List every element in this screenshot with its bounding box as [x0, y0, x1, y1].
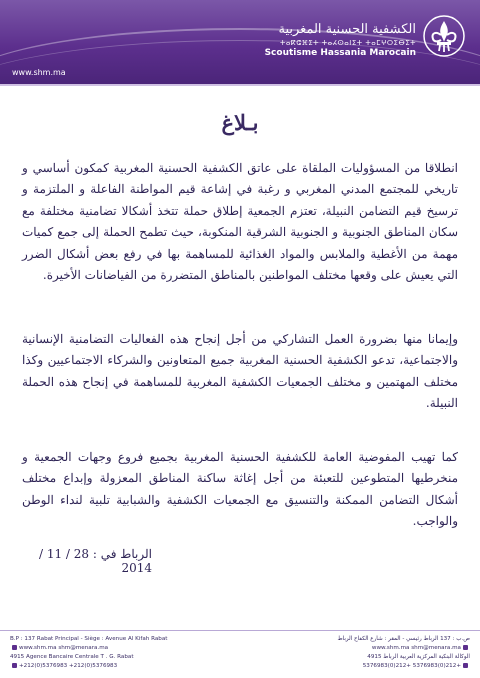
organization-name-french: Scoutisme Hassania Marocain	[264, 48, 416, 58]
notice-title: بـلاغ	[221, 110, 259, 135]
letterhead-header	[0, 0, 480, 86]
globe-icon	[463, 645, 468, 650]
footer-address: ص.ب : 137 الرباط رئيسي - المقر : شارع الكفاح الرباط	[337, 636, 470, 642]
footer-contact-french	[10, 635, 225, 671]
notice-paragraph-1: انطلاقا من المسؤوليات الملقاة على عاتق الكشفية الحسنية المغربية كمكون أساسي و تاريخي للمجتمع المدني المغربي و رغبة في إشاعة قيم المواطنة الفاعلة و الملتزمة و ترسيخ قيم التضامن النبيلة، تعتزم الجمعية إطلاق حملة تتخذ أشكالا تضامنية مختلفة مع سكان المناطق الجنوبية و الجنوبية الشرقية المنكوبة، حيث تطمح الحملة إلى جمع كميات مهمة من الأغطية والملابس والمواد الغذائية للمساهمة بها في رفع بعض أشكال الضرر التي يعيش على وقعها مختلف المواطنين بالمناطق المتضررة من الفياضانات الأخيرة.	[22, 161, 458, 283]
organization-name-arabic: الكشفية الحسنية المغربية	[278, 22, 416, 37]
notice-date: الرباط في : 28 / 11 / 2014	[38, 547, 152, 575]
footer-web-email[interactable]: www.shm.ma shm@menara.ma	[10, 644, 225, 653]
footer-bank: 4915 Agence Bancaire Centrale T . G. Rabat	[10, 654, 134, 660]
footer-address: B.P : 137 Rabat Principal - Siège : Avenue Al Kifah Rabat	[10, 636, 168, 642]
footer-contact-arabic	[255, 635, 470, 671]
letterhead-footer	[0, 627, 480, 678]
organization-brand	[246, 22, 416, 59]
notice-paragraph-2: وإيمانا منها بضرورة العمل التشاركي من أجل إنجاح هذه الفعاليات التضامنية الإنسانية والاجتماعية، تدعو الكشفية الحسنية المغربية جميع المتعاونين والشركاء الاجتماعيين وكذا مختلف المهتمين و مختلف الجمعيات الكشفية المغربية للمساهمة في إنجاح هذه الحملة النبيلة.	[22, 332, 458, 411]
phone-icon	[12, 663, 17, 668]
header-bottom-rule	[0, 84, 480, 86]
footer-rule	[0, 630, 480, 631]
website-url[interactable]: www.shm.ma	[12, 68, 66, 77]
footer-web-email[interactable]: www.shm.ma shm@menara.ma	[255, 644, 470, 653]
footer-bank: الوكالة البنكية المركزية العربية الرباط 4915	[367, 654, 470, 660]
phone-icon	[463, 663, 468, 668]
notice-paragraph-3: كما تهيب المفوضية العامة للكشفية الحسنية المغربية بجميع فروع وجهات الجمعية و منخرطيها المتطوعين للتعبئة من أجل إغاثة ساكنة المناطق المعزولة وإبداع مختلف أشكال التضامن الممكنة والتنسيق مع الجمعيات الكشفية والشبابية تلبية لنداء الوطن والواجب.	[22, 450, 458, 529]
globe-icon	[12, 645, 17, 650]
footer-phones: +212(0)5376983 +212(0)5376983	[10, 662, 225, 671]
footer-phones: +212(0)5376983 +212(0)5376983	[255, 662, 470, 671]
scout-fleur-de-lis-icon	[422, 14, 466, 58]
organization-name-tifinagh: ⵜⴰⴽⵛⴼⵉⵜ ⵜⴰⵃⵙⴰⵏⵉⵜ ⵜⴰⵎⵖⵔⵉⴱⵉⵜ	[280, 39, 416, 47]
